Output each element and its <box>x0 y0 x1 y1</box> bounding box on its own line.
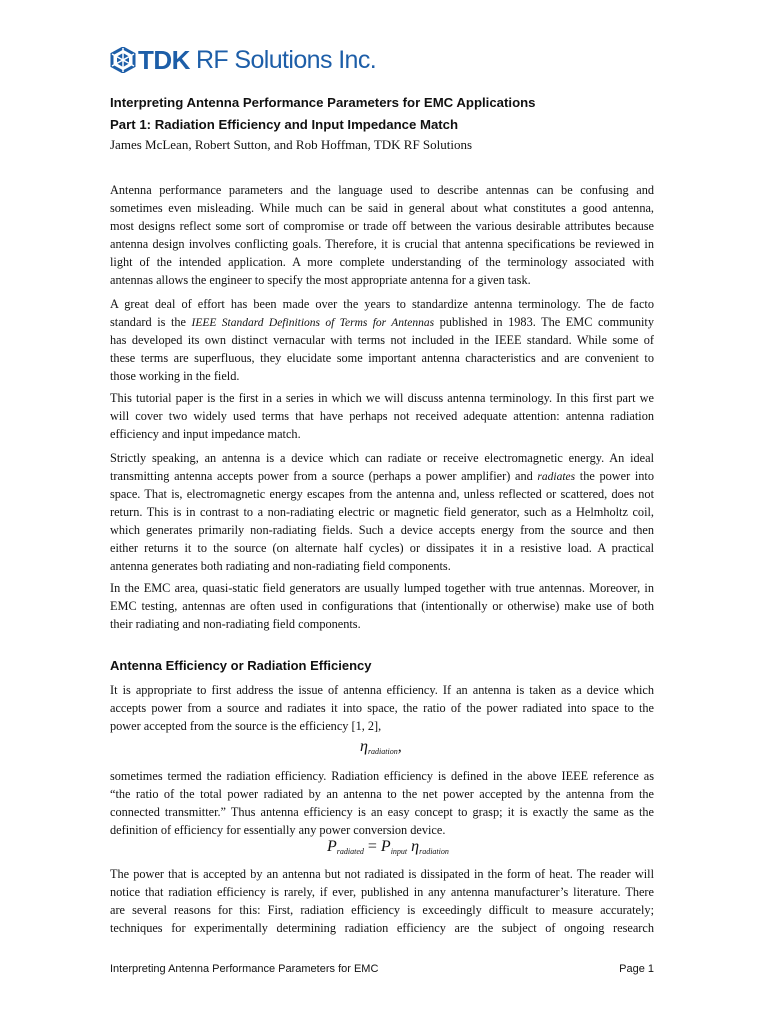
body-line: sometimes even misleading. While much can be said in general about what constitutes a good antenna, <box>110 201 654 215</box>
eq-lhs-sub: radiated <box>336 847 364 856</box>
body-line: has developed its own distinct vernacular with terms not included in the IEEE standard. While some of <box>110 333 654 347</box>
body-line: The power that is accepted by an antenna but not radiated is dissipated in the form of heat. The reader will <box>110 867 654 881</box>
body-line: efficiency and input impedance match. <box>110 427 301 441</box>
body-line: either returns it to the source (on alternate half cycles) or dissipates it in a resistive load. A practical <box>110 541 654 555</box>
body-line: “the ratio of the total power radiated by an antenna to the net power accepted by the antenna from the <box>110 787 654 801</box>
body-line: antennas allows the engineer to specify the most appropriate antenna for a given task. <box>110 273 531 287</box>
company-logo <box>110 43 376 77</box>
body-line: This tutorial paper is the first in a series in which we will discuss antenna terminology. In this first part we <box>110 391 654 405</box>
body-line: Antenna performance parameters and the language used to describe antennas can be confusing and <box>110 183 654 197</box>
page-number: Page 1 <box>619 963 654 975</box>
document-title: Interpreting Antenna Performance Parameters for EMC Applications <box>110 95 536 110</box>
equation-radiated-power <box>327 838 449 856</box>
eq-eta: η <box>411 838 420 855</box>
body-line: In the EMC area, quasi-static field generators are usually lumped together with true antennas. Moreover, in <box>110 581 654 595</box>
eta-symbol: η <box>360 738 368 755</box>
standard-reference: IEEE Standard Definitions of Terms for Antennas <box>191 317 435 329</box>
body-line: definition of efficiency for essentially any power conversion device. <box>110 823 446 837</box>
eq-equals: = <box>367 838 377 855</box>
body-line: most designs reflect some sort of compromise or trade off between the various desirable attributes because <box>110 219 654 233</box>
body-line: techniques for experimentally determining radiation efficiency are the subject of ongoing research <box>110 921 654 935</box>
equation-efficiency <box>360 738 402 756</box>
body-line: Strictly speaking, an antenna is a device which can radiate or receive electromagnetic energy. An ideal <box>110 451 654 465</box>
body-line: power accepted from the source is the efficiency [1, 2], <box>110 719 382 733</box>
body-line: accepts power from a source and radiates it into space, the ratio of the power radiated into space to the <box>110 701 654 715</box>
body-text: the power into <box>579 469 655 483</box>
body-line: will cover two widely used terms that have perhaps not received adequate attention: antenna radiation <box>110 409 654 423</box>
body-line: return. This is in contrast to a non-radiating electric or magnetic field generator, such as a Helmholtz coil, <box>110 505 654 519</box>
body-line <box>110 315 654 330</box>
body-text: standard is the <box>110 315 186 329</box>
body-line: antenna design involves conflicting goals. Therefore, it is crucial that antenna specifications be reviewed in <box>110 237 654 251</box>
section-heading: Antenna Efficiency or Radiation Efficiency <box>110 658 372 673</box>
authors-line: James McLean, Robert Sutton, and Rob Hoffman, TDK RF Solutions <box>110 137 473 152</box>
body-line: those working in the field. <box>110 369 240 383</box>
tdk-logo-icon <box>110 47 136 73</box>
eq-lhs: P <box>327 838 337 855</box>
emphasis-text: radiates <box>537 471 576 483</box>
eq-eta-sub: radiation <box>419 847 449 856</box>
eq-p: P <box>380 838 391 855</box>
body-line: notice that radiation efficiency is rarely, if ever, published in any antenna manufacturer’s literature. There <box>110 885 654 899</box>
footer-title: Interpreting Antenna Performance Parameters for EMC <box>110 963 379 975</box>
body-line: EMC testing, antennas are often used in configurations that (intentionally or otherwise) make use of both <box>110 599 654 613</box>
logo-company-text: RF Solutions Inc. <box>195 45 377 74</box>
body-line: antenna generates both radiating and non-radiating field components. <box>110 559 451 573</box>
equation-comma: , <box>397 738 402 755</box>
eta-subscript: radiation <box>367 747 398 756</box>
body-text: transmitting antenna accepts power from a source (perhaps a power amplifier) and <box>110 469 533 483</box>
body-line: light of the intended application. A more complete understanding of the terminology associated with <box>110 255 654 269</box>
body-line <box>110 469 654 484</box>
document-subtitle: Part 1: Radiation Efficiency and Input Impedance Match <box>110 117 459 132</box>
body-line: connected transmitter.” Thus antenna efficiency is an easy concept to grasp; it is exactly the same as the <box>110 805 654 819</box>
body-line: sometimes termed the radiation efficiency. Radiation efficiency is defined in the above IEEE reference as <box>110 769 654 783</box>
body-line: their radiating and non-radiating field components. <box>110 617 361 631</box>
body-line: A great deal of effort has been made over the years to standardize antenna terminology. The de facto <box>110 297 654 311</box>
body-line: are several reasons for this: First, radiation efficiency is exceedingly difficult to measure accurately; <box>110 903 654 917</box>
body-line: these terms are superfluous, they elucidate some important antenna characteristics and are convenient to <box>110 351 654 365</box>
body-text: published in 1983. The EMC community <box>439 315 655 329</box>
logo-brand-text: TDK <box>138 44 190 75</box>
body-line: It is appropriate to first address the issue of antenna efficiency. If an antenna is taken as a device which <box>110 683 654 697</box>
body-line: space. That is, electromagnetic energy escapes from the antenna and, unless reflected or scattered, does not <box>110 487 654 501</box>
eq-p-sub: input <box>390 847 408 856</box>
body-line: which generates primarily non-radiating fields. Such a device accepts energy from the source and then <box>110 523 654 537</box>
